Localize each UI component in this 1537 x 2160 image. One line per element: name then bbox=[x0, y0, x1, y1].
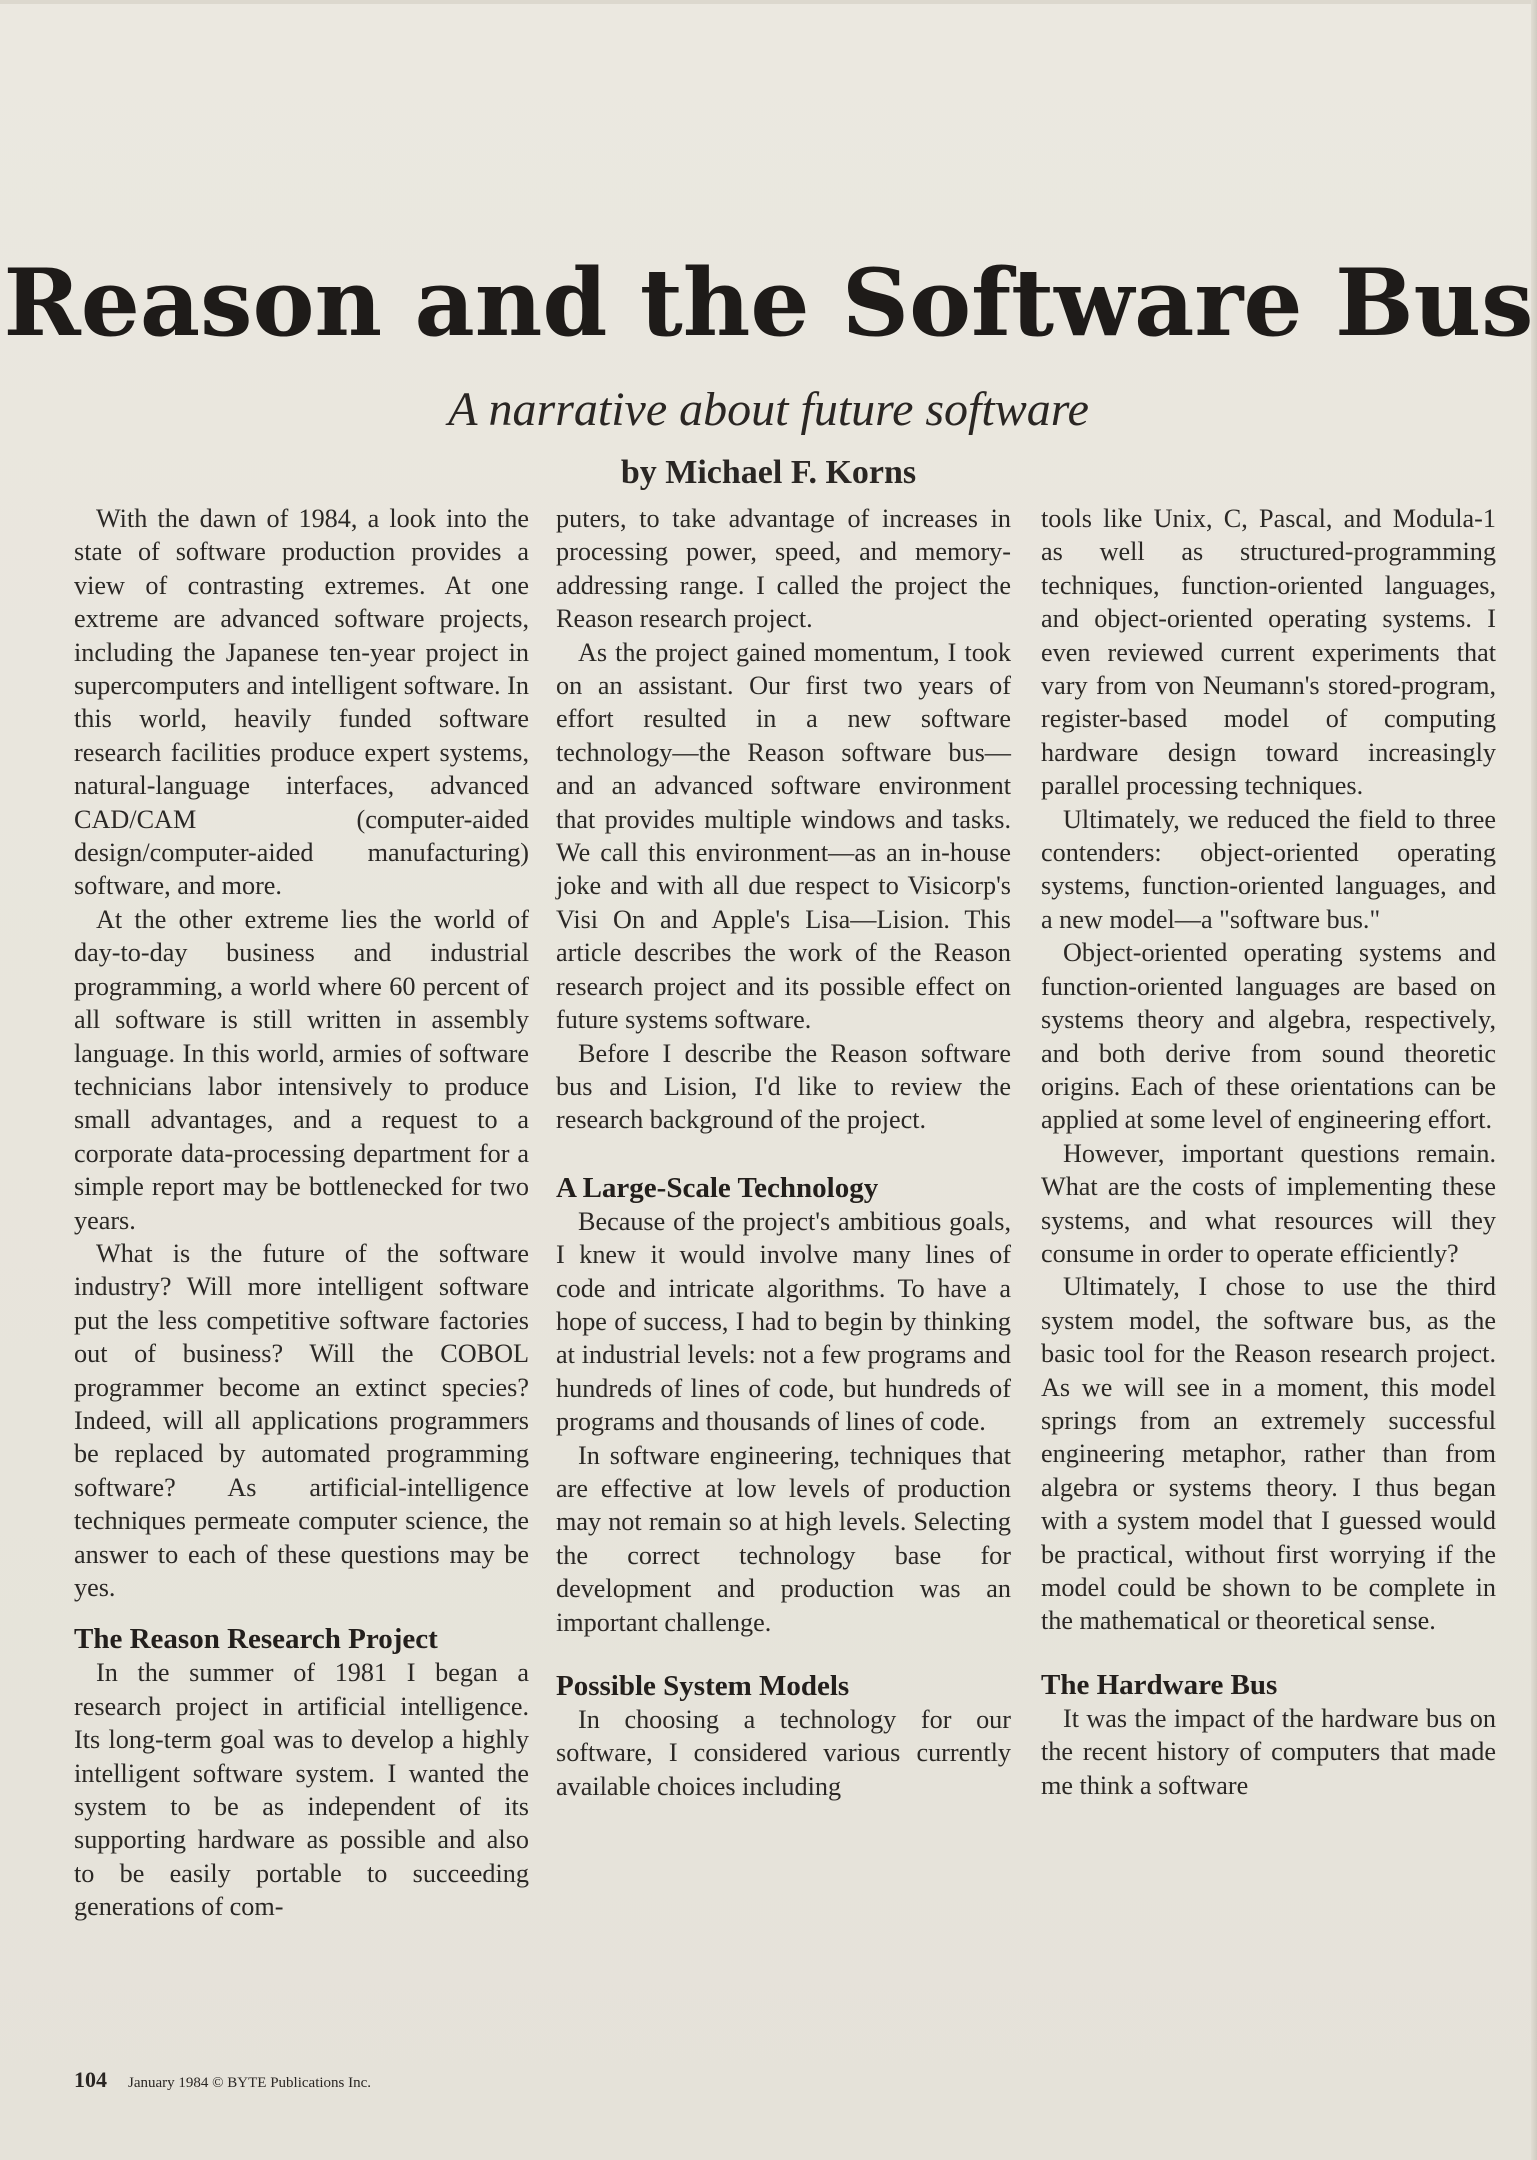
column-2 bbox=[556, 502, 1011, 1803]
paragraph: It was the impact of the hardware bus on the recent history of computers that made me think a software bbox=[1041, 1703, 1496, 1800]
page-footer bbox=[74, 2067, 371, 2093]
paragraph: In software engineering, techniques that are effective at low levels of production may not remain so at high levels. Selecting the correct technology base for development and production was an important challenge. bbox=[556, 1440, 1011, 1637]
paragraph: Before I describe the Reason software bus and Lision, I'd like to review the research background of the project. bbox=[556, 1038, 1011, 1135]
page-top-edge bbox=[0, 0, 1537, 4]
paragraph: puters, to take advantage of increases in processing power, speed, and memory-addressing range. I called the project the Reason research project. bbox=[556, 504, 1011, 634]
paragraph: Ultimately, I chose to use the third system model, the software bus, as the basic tool for the Reason research project. As we will see in a moment, this model springs from an extremely successful engineering metaphor, rather than from algebra or systems theory. I thus began with a system model that I guessed would be practical, without first worrying if the model could be shown to be complete in the mathematical or theoretical sense. bbox=[1041, 1272, 1496, 1636]
paragraph: At the other extreme lies the world of day-to-day business and industrial programming, a world where 60 percent of all software is still written in assembly language. In this world, armies of software technicians labor intensively to produce small advantages, and a request to a corporate data-processing department for a simple report may be bottlenecked for two years. bbox=[74, 904, 529, 1235]
paragraph: Ultimately, we reduced the field to three contenders: object-oriented operating systems, function-oriented languages, and a new model—a "software bus." bbox=[1041, 804, 1496, 934]
paragraph: Object-oriented operating systems and function-oriented languages are based on systems theory and algebra, respectively, and both derive from sound theoretic origins. Each of these orientations can be applied at some level of engineering effort. bbox=[1041, 938, 1496, 1135]
article-title: Reason and the Software Bus bbox=[3, 248, 1534, 357]
section-heading: A Large-Scale Technology bbox=[556, 1171, 879, 1204]
paragraph: Because of the project's ambitious goals, I knew it would involve many lines of code and intricate algorithms. To have a hope of success, I had to begin by thinking at industrial levels: not a few programs and hundreds of lines of code, but hundreds of programs and thousands of lines of code. bbox=[556, 1206, 1011, 1437]
section-heading: The Reason Research Project bbox=[74, 1623, 438, 1656]
paragraph: With the dawn of 1984, a look into the state of software production provides a view of contrasting extremes. At one extreme are advanced software projects, including the Japanese ten-year project in supercomputers and intelligent software. In this world, heavily funded software research facilities produce expert systems, natural-language interfaces, advanced CAD/CAM (computer-aided design/computer-aided manufacturing) software, and more. bbox=[74, 504, 529, 901]
paragraph: As the project gained momentum, I took on an assistant. Our first two years of effort resulted in a new software technology—the Reason software bus—and an advanced software environment that provides multiple windows and tasks. We call this environment—as an in-house joke and with all due respect to Visicorp's Visi On and Apple's Lisa—Lision. This article describes the work of the Reason research project and its possible effect on future systems software. bbox=[556, 637, 1011, 1035]
section-heading: Possible System Models bbox=[556, 1670, 850, 1702]
column-1 bbox=[74, 502, 529, 1924]
issue-credit: January 1984 © BYTE Publications Inc. bbox=[128, 2075, 372, 2091]
column-3 bbox=[1041, 502, 1496, 1802]
section-heading: The Hardware Bus bbox=[1041, 1668, 1278, 1701]
paragraph: tools like Unix, C, Pascal, and Modula-1 as well as structured-programming techniques, function-oriented languages, and object-oriented operating systems. I even reviewed current experiments that vary from von Neumann's stored-program, register-based model of computing hardware design toward increasingly parallel processing techniques. bbox=[1041, 504, 1496, 801]
paragraph: In choosing a technology for our software, I considered various currently available choices including bbox=[556, 1705, 1011, 1801]
paragraph: In the summer of 1981 I began a research project in artificial intelligence. Its long-term goal was to develop a highly intelligent software system. I wanted the system to be as independent of its supporting hardware as possible and also to be easily portable to succeeding generations of com- bbox=[74, 1658, 529, 1922]
paragraph: However, important questions remain. What are the costs of implementing these systems, and what resources will they consume in order to operate efficiently? bbox=[1041, 1138, 1496, 1268]
paragraph: What is the future of the software industry? Will more intelligent software put the less competitive software factories out of business? Will the COBOL programmer become an extinct species? Indeed, will all applications programmers be replaced by automated programming software? As artificial-intelligence techniques permeate computer science, the answer to each of these questions may be yes. bbox=[74, 1238, 529, 1602]
article-subtitle: A narrative about future software bbox=[448, 383, 1089, 436]
page-number: 104 bbox=[74, 2067, 107, 2092]
article-byline: by Michael F. Korns bbox=[620, 454, 917, 491]
